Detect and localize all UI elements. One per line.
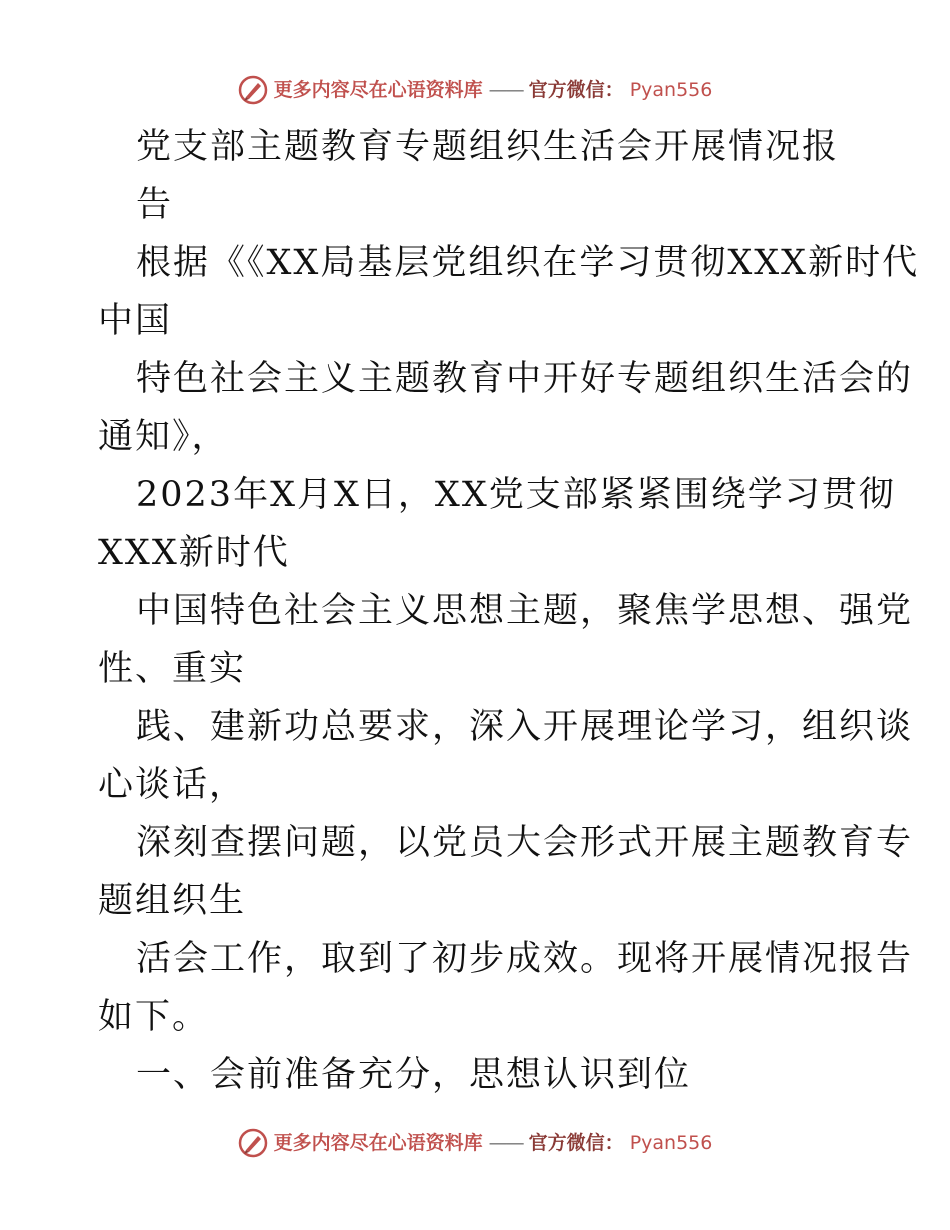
watermark-dash: —— — [488, 1132, 523, 1154]
paragraph-line: 2023年X月X日，XX党支部紧紧围绕学习贯彻 — [136, 475, 896, 515]
paragraph-line: 特色社会主义主题教育中开好专题组织生活会的 — [136, 359, 914, 399]
watermark-dash: —— — [488, 79, 523, 101]
paragraph-line: 心谈话， — [98, 765, 247, 805]
pen-logo-icon — [238, 75, 268, 105]
watermark-main-text: 更多内容尽在心语资料库 — [273, 1132, 483, 1154]
paragraph-line: 根据《《XX局基层党组织在学习贯彻XXX新时代 — [136, 243, 920, 283]
paragraph-line: 中国 — [98, 301, 173, 341]
footer-watermark — [0, 1128, 950, 1158]
watermark-official-label: 官方微信： — [528, 79, 624, 101]
watermark-wechat-id: Pyan556 — [629, 1132, 713, 1154]
watermark-wechat-id: Pyan556 — [629, 79, 713, 101]
paragraph-line: 通知》， — [98, 417, 229, 457]
document-title-line-2: 告 — [136, 185, 174, 225]
pen-logo-icon — [238, 1128, 268, 1158]
paragraph-line: 性、重实 — [98, 649, 247, 689]
paragraph-line: XXX新时代 — [98, 533, 290, 573]
paragraph-line: 题组织生 — [98, 881, 247, 921]
document-title-line-1: 党支部主题教育专题组织生活会开展情况报 — [136, 127, 840, 167]
section-heading: 一、会前准备充分，思想认识到位 — [136, 1055, 692, 1095]
paragraph-line: 活会工作，取到了初步成效。现将开展情况报告 — [136, 939, 914, 979]
watermark-main-text: 更多内容尽在心语资料库 — [273, 79, 483, 101]
header-watermark — [0, 75, 950, 105]
watermark-official-label: 官方微信： — [528, 1132, 624, 1154]
paragraph-line: 如下。 — [98, 997, 210, 1037]
paragraph-line: 深刻查摆问题，以党员大会形式开展主题教育专 — [136, 823, 914, 863]
paragraph-line: 践、建新功总要求，深入开展理论学习，组织谈 — [136, 707, 914, 747]
document-body — [98, 118, 920, 1104]
paragraph-line: 中国特色社会主义思想主题，聚焦学思想、强党 — [136, 591, 914, 631]
